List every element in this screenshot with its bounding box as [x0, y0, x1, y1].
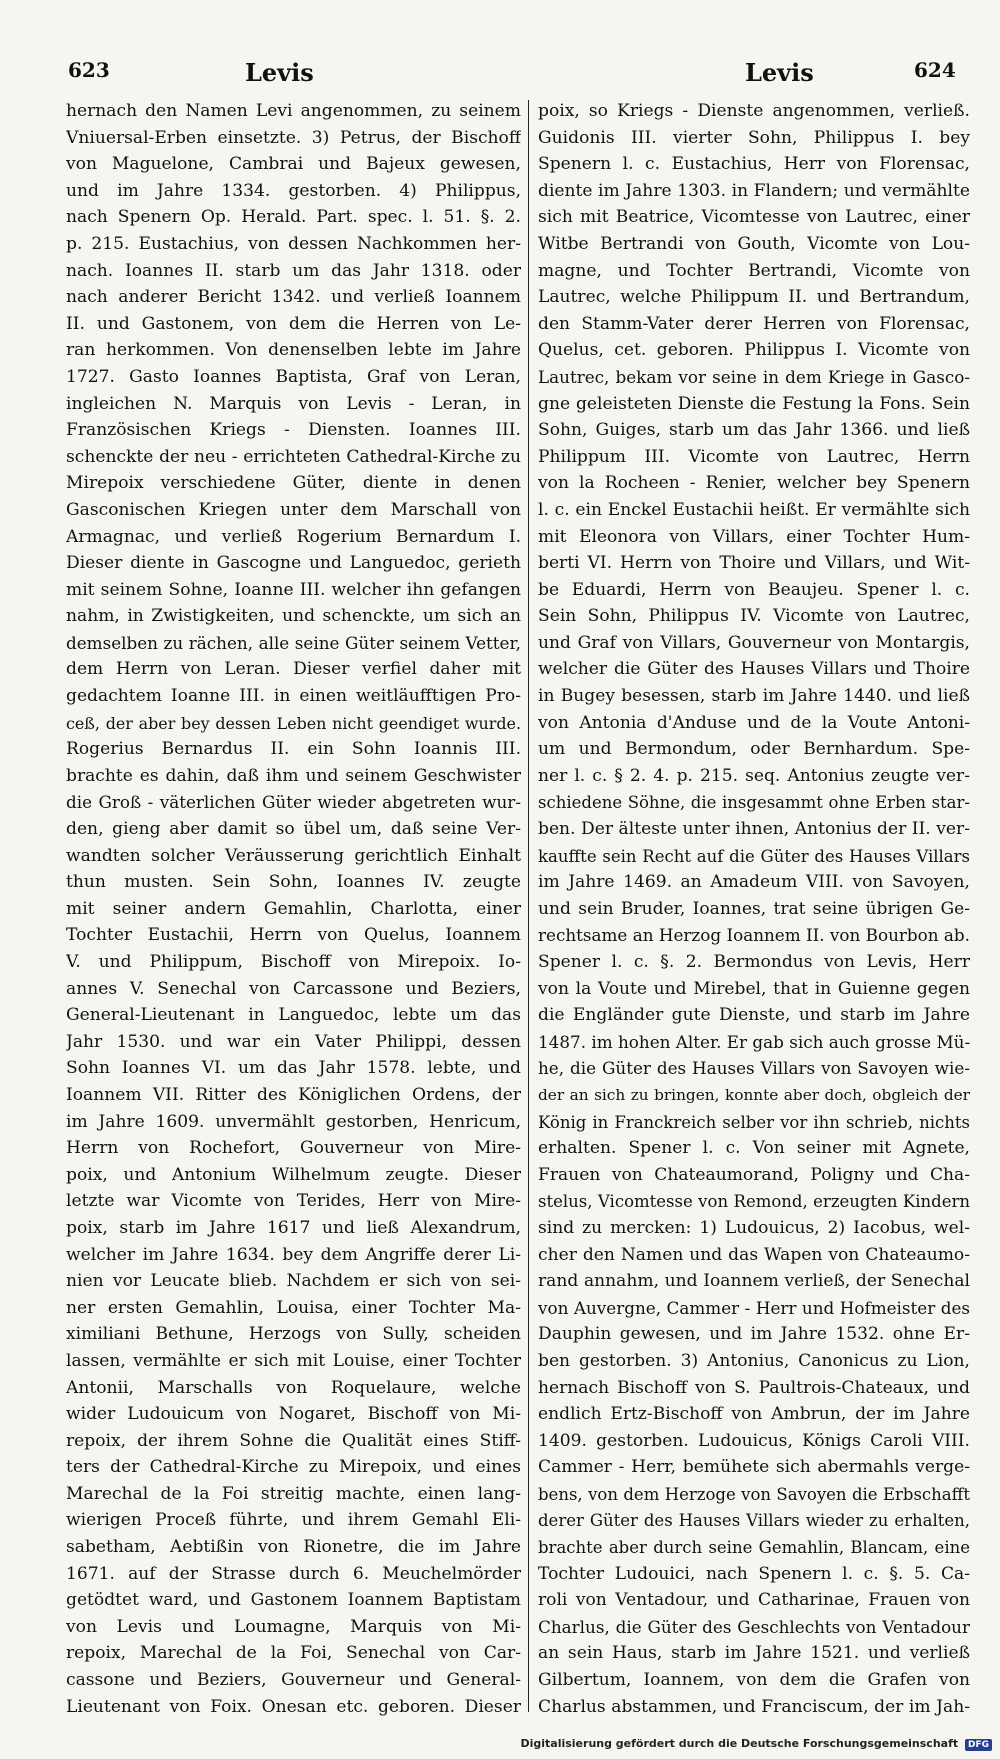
text-line: be Eduardi, Herrn von Beaujeu. Spener l. c.	[538, 579, 970, 600]
text-line: sich mit Beatrice, Vicomtesse von Lautrec, einer	[538, 207, 970, 228]
text-line: II. und Gastonem, von dem die Herren von Le-	[66, 313, 521, 334]
text-line: Französischen Kriegs - Diensten. Ioannes III.	[66, 420, 521, 441]
text-line: nach anderer Bericht 1342. und verließ Ioannem	[66, 287, 521, 308]
text-line: endlich Ertz-Bischoff von Ambrun, der im Jahre	[538, 1404, 970, 1425]
text-line: rand annahm, und Ioannem verließ, der Senechal	[538, 1271, 970, 1292]
text-line: Jahr 1530. und war ein Vater Philippi, dessen	[66, 1031, 521, 1052]
text-line: von Maguelone, Cambrai und Bajeux gewesen,	[66, 154, 521, 175]
text-line: ximiliani Bethune, Herzogs von Sully, scheiden	[66, 1324, 521, 1345]
text-line: diente im Jahre 1303. in Flandern; und vermählte	[538, 180, 970, 201]
text-line: um und Bermondum, oder Bernhardum. Spe-	[538, 739, 970, 760]
text-line: von Auvergne, Cammer - Herr und Hofmeister des	[538, 1297, 970, 1318]
text-line: Spener l. c. §. 2. Bermondus von Levis, Herr	[538, 952, 970, 972]
text-line: l. c. ein Enckel Eustachii heißt. Er vermählte sich	[538, 499, 970, 520]
text-line: 1409. gestorben. Ludouicus, Königs Caroli VIII.	[538, 1430, 970, 1451]
text-line: Spenern l. c. Eustachius, Herr von Florensac,	[538, 154, 970, 175]
text-line: Vniuersal-Erben einsetzte. 3) Petrus, der Bischoff	[66, 127, 521, 148]
text-line: Sohn, Guiges, starb um das Jahr 1366. und ließ	[538, 420, 970, 441]
text-line: Dieser diente in Gascogne und Languedoc, gerieth	[66, 553, 521, 574]
text-line: thun musten. Sein Sohn, Ioannes IV. zeugte	[66, 872, 521, 893]
text-line: Gasconischen Kriegen unter dem Marschall von	[66, 499, 521, 520]
text-line: mit seiner andern Gemahlin, Charlotta, einer	[66, 898, 521, 919]
text-line: rechtsame an Herzog Ioannem II. von Bourbon ab.	[538, 925, 970, 946]
text-line: wider Ludouicum von Nogaret, Bischoff von Mi-	[66, 1404, 521, 1425]
text-line: Quelus, cet. geboren. Philippus I. Vicomte von	[538, 340, 970, 361]
text-line: ben. Der älteste unter ihnen, Antonius der II. ver-	[538, 819, 970, 840]
text-line: derer Güter des Hauses Villars wieder zu erhalten,	[538, 1511, 970, 1531]
text-line: hernach Bischoff von S. Paultrois-Chateaux, und	[538, 1377, 970, 1398]
text-line: wierigen Proceß führte, und ihrem Gemahl Eli-	[66, 1510, 521, 1531]
text-line: nien vor Leucate blieb. Nachdem er sich von sei-	[66, 1271, 521, 1292]
text-line: General-Lieutenant in Languedoc, lebte um das	[66, 1005, 521, 1026]
text-line: erhalten. Spener l. c. Von seiner mit Agnete,	[538, 1138, 970, 1159]
text-line: Charlus, die Güter des Geschlechts von Ventadour	[538, 1616, 970, 1637]
text-line: ben gestorben. 3) Antonius, Canonicus zu Lion,	[538, 1350, 970, 1371]
text-line: ner l. c. § 2. 4. p. 215. seq. Antonius zeugte ver-	[538, 765, 970, 786]
text-line: von Levis und Loumagne, Marquis von Mi-	[66, 1616, 521, 1637]
text-line: von la Rocheen - Renier, welcher bey Spenern	[538, 473, 970, 494]
text-line: von Antonia d'Anduse und de la Voute Antoni-	[538, 712, 970, 733]
text-line: annes V. Senechal von Carcassone und Beziers,	[66, 978, 521, 999]
text-line: sabetham, Aebtißin von Rionetre, die im Jahre	[66, 1537, 521, 1558]
text-line: den Stamm-Vater derer Herren von Florensac,	[538, 313, 970, 334]
running-title-left: Levis	[245, 58, 314, 87]
text-line: Cammer - Herr, bemühete sich abermahls verge-	[538, 1457, 970, 1478]
text-line: he, die Güter des Hauses Villars von Savoyen wie-	[538, 1058, 970, 1079]
text-line: Rogerius Bernardus II. ein Sohn Ioannis III.	[66, 739, 521, 760]
text-line: Gilbertum, Ioannem, von dem die Grafen von	[538, 1670, 970, 1691]
text-line: letzte war Vicomte von Terides, Herr von Mire-	[66, 1191, 521, 1212]
text-line: schiedene Söhne, die insgesammt ohne Erben star-	[538, 793, 970, 813]
text-line: Lieutenant von Foix. Onesan etc. geboren. Dieser	[66, 1696, 521, 1717]
text-line: und sein Bruder, Ioannes, trat seine übrigen Ge-	[538, 898, 970, 919]
text-line: poix, und Antonium Wilhelmum zeugte. Dieser	[66, 1164, 521, 1185]
text-line: ters der Cathedral-Kirche zu Mirepoix, und eines	[66, 1457, 521, 1478]
text-line: Guidonis III. vierter Sohn, Philippus I. bey	[538, 127, 970, 148]
text-line: magne, und Tochter Bertrandi, Vicomte von	[538, 260, 970, 281]
left-text-column	[66, 100, 521, 1720]
text-line: 1727. Gasto Ioannes Baptista, Graf von Leran,	[66, 366, 521, 387]
text-line: Sohn Ioannes VI. um das Jahr 1578. lebte, und	[66, 1058, 521, 1079]
text-line: mit Eleonora von Villars, einer Tochter Hum-	[538, 526, 970, 547]
text-line: welcher im Jahre 1634. bey dem Angriffe derer Li-	[66, 1244, 521, 1265]
text-line: im Jahre 1469. an Amadeum VIII. von Savoyen,	[538, 872, 970, 893]
footer-text: Digitalisierung gefördert durch die Deutsche Forschungsgemeinschaft	[520, 1737, 959, 1750]
page-number-left: 623	[68, 58, 110, 82]
text-line: ran herkommen. Von denenselben lebte im Jahre	[66, 340, 521, 361]
text-line: Mirepoix verschiedene Güter, diente in denen	[66, 473, 521, 494]
text-line: hernach den Namen Levi angenommen, zu seinem	[66, 101, 521, 121]
digitization-footer	[520, 1737, 992, 1751]
text-line: Armagnac, und verließ Rogerium Bernardum I.	[66, 526, 521, 547]
text-line: Antonii, Marschalls von Roquelaure, welche	[66, 1377, 521, 1398]
text-line: kauffte sein Recht auf die Güter des Hauses Villars	[538, 846, 970, 866]
text-line: und Graf von Villars, Gouverneur von Montargis,	[538, 632, 970, 653]
text-line: den, gieng aber damit so übel um, daß seine Ver-	[66, 819, 521, 840]
text-line: Witbe Bertrandi von Gouth, Vicomte von Lou-	[538, 233, 970, 254]
text-line: demselben zu rächen, alle seine Güter seinem Vetter,	[66, 632, 521, 653]
text-line: brachte es dahin, daß ihm und seinem Geschwister	[66, 765, 521, 786]
text-line: repoix, Marechal de la Foi, Senechal von Car-	[66, 1643, 521, 1664]
text-line: 1487. im hohen Alter. Er gab sich auch grosse Mü-	[538, 1031, 970, 1052]
text-line: der an sich zu bringen, konnte aber doch, obgleich der	[538, 1085, 970, 1104]
dfg-logo: DFG	[965, 1739, 992, 1751]
text-line: sind zu mercken: 1) Ludouicus, 2) Iacobus, wel-	[538, 1217, 970, 1238]
text-line: ceß, der aber bey dessen Leben nicht geendiget wurde.	[66, 713, 521, 733]
text-line: Marechal de la Foi streitig machte, einen lang-	[66, 1483, 521, 1504]
text-line: in Bugey besessen, starb im Jahre 1440. und ließ	[538, 686, 970, 707]
text-line: Tochter Ludouici, nach Spenern l. c. §. 5. Ca-	[538, 1563, 970, 1584]
text-line: im Jahre 1609. unvermählt gestorben, Henricum,	[66, 1111, 521, 1132]
text-line: getödtet ward, und Gastonem Ioannem Baptistam	[66, 1590, 521, 1611]
text-line: Dauphin gewesen, und im Jahre 1532. ohne Er-	[538, 1324, 970, 1345]
page-number-right: 624	[914, 58, 956, 82]
text-line: ingleichen N. Marquis von Levis - Leran, in	[66, 393, 521, 414]
text-line: Herrn von Rochefort, Gouverneur von Mire-	[66, 1138, 521, 1159]
text-line: Charlus abstammen, und Franciscum, der im Jah-	[538, 1696, 970, 1717]
text-line: Lautrec, bekam vor seine in dem Kriege in Gasco-	[538, 366, 970, 387]
text-line: König in Franckreich selber vor ihn schrieb, nichts	[538, 1112, 970, 1132]
text-line: poix, so Kriegs - Dienste angenommen, verließ.	[538, 101, 970, 121]
text-line: Philippum III. Vicomte von Lautrec, Herrn	[538, 446, 970, 467]
text-line: mit seinem Sohne, Ioanne III. welcher ihn gefangen	[66, 579, 521, 600]
text-line: V. und Philippum, Bischoff von Mirepoix. Io-	[66, 952, 521, 972]
column-divider	[528, 100, 529, 1712]
text-line: stelus, Vicomtesse von Remond, erzeugten Kindern	[538, 1192, 970, 1212]
text-line: roli von Ventadour, und Catharinae, Frauen von	[538, 1590, 970, 1611]
text-line: schenckte der neu - errichteten Cathedral-Kirche zu	[66, 446, 521, 467]
text-line: gne geleisteten Dienste die Festung la Fons. Sein	[538, 393, 970, 414]
text-line: Tochter Eustachii, Herrn von Quelus, Ioannem	[66, 925, 521, 946]
text-line: dem Herrn von Leran. Dieser verfiel daher mit	[66, 659, 521, 680]
text-line: berti VI. Herrn von Thoire und Villars, und Wit-	[538, 553, 970, 574]
text-line: Frauen von Chateaumorand, Poligny und Cha-	[538, 1164, 970, 1185]
text-line: cher den Namen und das Wapen von Chateaumo-	[538, 1244, 970, 1265]
text-line: Lautrec, welche Philippum II. und Bertrandum,	[538, 287, 970, 308]
right-text-column	[538, 100, 970, 1720]
text-line: welcher die Güter des Hauses Villars und Thoire	[538, 659, 970, 680]
text-line: die Groß - väterlichen Güter wieder abgetreten wur-	[66, 792, 521, 813]
running-title-right: Levis	[745, 58, 814, 87]
text-line: von la Voute und Mirebel, that in Guienne gegen	[538, 978, 970, 999]
text-line: poix, starb im Jahre 1617 und ließ Alexandrum,	[66, 1217, 521, 1238]
text-line: nahm, in Zwistigkeiten, und schenckte, um sich an	[66, 606, 521, 627]
text-line: p. 215. Eustachius, von dessen Nachkommen her-	[66, 233, 521, 254]
text-line: 1671. auf der Strasse durch 6. Meuchelmörder	[66, 1563, 521, 1584]
text-line: nach. Ioannes II. starb um das Jahr 1318. oder	[66, 260, 521, 281]
text-line: Ioannem VII. Ritter des Königlichen Ordens, der	[66, 1084, 521, 1105]
text-line: und im Jahre 1334. gestorben. 4) Philippus,	[66, 180, 521, 201]
text-line: brachte aber durch seine Gemahlin, Blancam, eine	[538, 1538, 970, 1558]
text-line: die Engländer gute Dienste, und starb im Jahre	[538, 1005, 970, 1026]
text-line: repoix, der ihrem Sohne die Qualität eines Stiff-	[66, 1430, 521, 1451]
text-line: gedachtem Ioanne III. in einen weitläufftigen Pro-	[66, 686, 521, 707]
text-line: nach Spenern Op. Herald. Part. spec. l. 51. §. 2.	[66, 207, 521, 228]
text-line: ner ersten Gemahlin, Louisa, einer Tochter Ma-	[66, 1297, 521, 1318]
page-header	[0, 58, 1000, 88]
text-line: lassen, vermählte er sich mit Louise, einer Tochter	[66, 1350, 521, 1371]
text-line: wandten solcher Veräusserung gerichtlich Einhalt	[66, 845, 521, 866]
text-line: Sein Sohn, Philippus IV. Vicomte von Lautrec,	[538, 606, 970, 627]
text-line: bens, von dem Herzoge von Savoyen die Erbschafft	[538, 1484, 970, 1504]
text-line: an sein Haus, starb im Jahre 1521. und verließ	[538, 1643, 970, 1664]
text-line: cassone und Beziers, Gouverneur und General-	[66, 1670, 521, 1691]
